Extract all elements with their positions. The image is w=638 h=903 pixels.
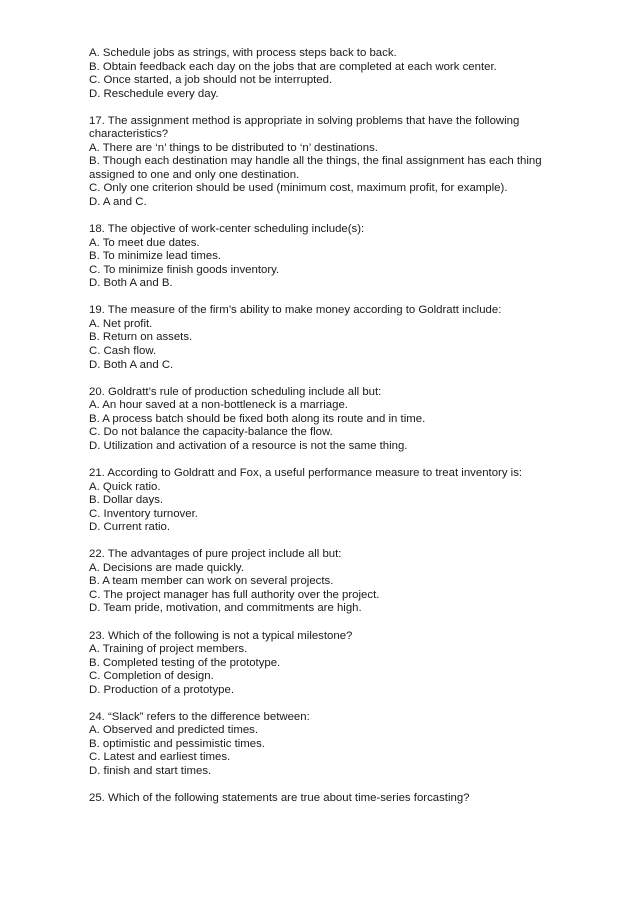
option-b: B. A team member can work on several projects. xyxy=(89,575,334,588)
option-d: D. Both A and C. xyxy=(89,358,174,371)
option-c: C. Inventory turnover. xyxy=(89,507,198,520)
option-b-continued: assigned to one and only one destination. xyxy=(89,168,300,181)
option-a: A. Net profit. xyxy=(89,317,153,330)
question-stem: 24. “Slack” refers to the difference between: xyxy=(89,710,310,723)
question-stem: 21. According to Goldratt and Fox, a useful performance measure to treat inventory is: xyxy=(89,466,523,479)
question-21 xyxy=(89,467,609,535)
document-page xyxy=(89,47,609,819)
option-c: C. Only one criterion should be used (minimum cost, maximum profit, for example). xyxy=(89,182,508,195)
question-24 xyxy=(89,711,609,779)
option-a: A. Observed and predicted times. xyxy=(89,724,259,737)
question-stem: 18. The objective of work-center scheduling include(s): xyxy=(89,223,365,236)
option-d: D. Production of a prototype. xyxy=(89,683,234,696)
question-stem: 19. The measure of the firm’s ability to make money according to Goldratt include: xyxy=(89,304,502,317)
option-b: B. Return on assets. xyxy=(89,331,193,344)
option-d: D. Both A and B. xyxy=(89,277,173,290)
question-18 xyxy=(89,223,609,291)
option-c: C. To minimize finish goods inventory. xyxy=(89,263,280,276)
question-stem: 23. Which of the following is not a typical milestone? xyxy=(89,629,353,642)
option-b: B. Obtain feedback each day on the jobs that are completed at each work center. xyxy=(89,60,497,73)
option-d: D. Reschedule every day. xyxy=(89,87,219,100)
option-c: C. Do not balance the capacity-balance the flow. xyxy=(89,426,333,439)
option-a: A. An hour saved at a non-bottleneck is a marriage. xyxy=(89,399,348,412)
question-23 xyxy=(89,630,609,698)
option-c: C. Latest and earliest times. xyxy=(89,751,231,764)
option-a: A. Training of project members. xyxy=(89,643,248,656)
question-20 xyxy=(89,386,609,454)
option-d: D. Utilization and activation of a resource is not the same thing. xyxy=(89,439,408,452)
question-stem: 20. Goldratt’s rule of production scheduling include all but: xyxy=(89,385,382,398)
option-b: B. Dollar days. xyxy=(89,494,164,507)
option-a: A. Quick ratio. xyxy=(89,480,161,493)
option-c: C. Once started, a job should not be interrupted. xyxy=(89,74,333,87)
question-19 xyxy=(89,304,609,372)
question-stem: 25. Which of the following statements are true about time-series forcasting? xyxy=(89,792,470,805)
option-b: B. Completed testing of the prototype. xyxy=(89,656,281,669)
option-a: A. Decisions are made quickly. xyxy=(89,561,244,574)
option-a: A. There are ‘n’ things to be distributed to ‘n’ destinations. xyxy=(89,141,378,154)
option-a: A. To meet due dates. xyxy=(89,236,200,249)
option-a: A. Schedule jobs as strings, with process steps back to back. xyxy=(89,47,397,59)
question-stem: characteristics? xyxy=(89,128,169,141)
option-d: D. finish and start times. xyxy=(89,764,212,777)
option-d: D. Current ratio. xyxy=(89,521,171,534)
question-16-options xyxy=(89,47,609,101)
question-17 xyxy=(89,115,609,210)
question-22 xyxy=(89,548,609,616)
option-c: C. The project manager has full authority over the project. xyxy=(89,588,380,601)
option-b: B. optimistic and pessimistic times. xyxy=(89,737,265,750)
option-d: D. Team pride, motivation, and commitments are high. xyxy=(89,602,362,615)
option-d: D. A and C. xyxy=(89,196,147,209)
option-b: B. To minimize lead times. xyxy=(89,250,222,263)
option-c: C. Cash flow. xyxy=(89,345,157,358)
question-25 xyxy=(89,792,609,806)
option-c: C. Completion of design. xyxy=(89,670,214,683)
question-stem: 17. The assignment method is appropriate in solving problems that have the following xyxy=(89,114,520,127)
option-b: B. Though each destination may handle all the things, the final assignment has each thing xyxy=(89,155,542,168)
option-b: B. A process batch should be fixed both along its route and in time. xyxy=(89,412,426,425)
question-stem: 22. The advantages of pure project include all but: xyxy=(89,548,342,561)
